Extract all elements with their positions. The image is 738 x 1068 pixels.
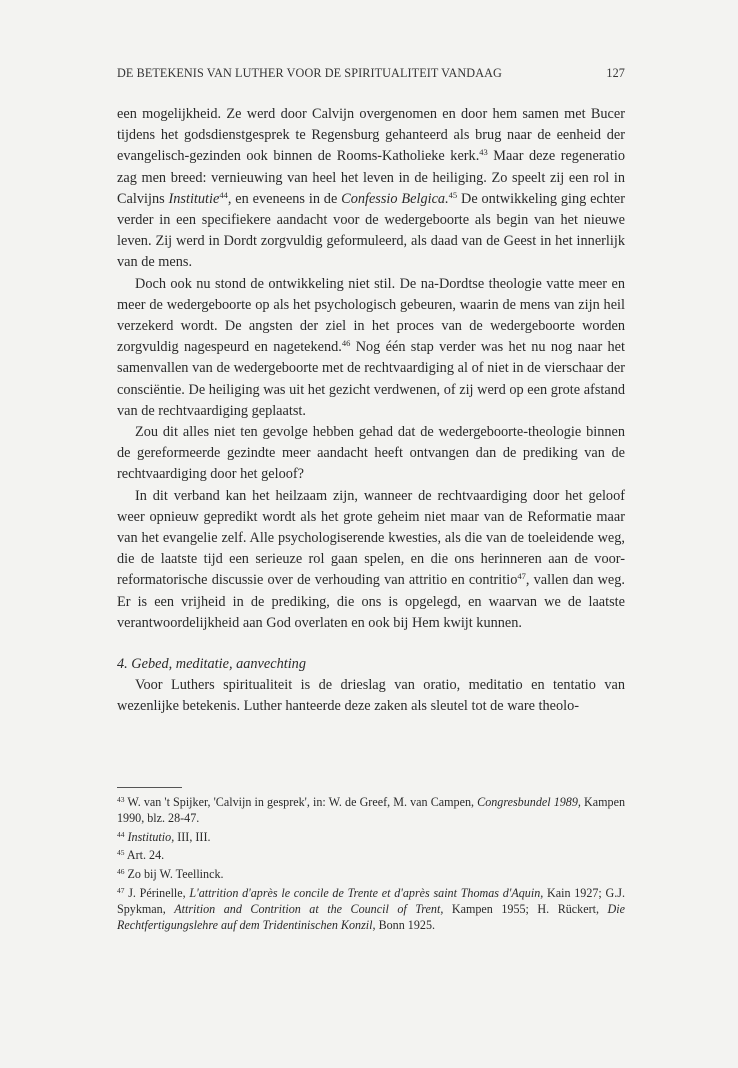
work-title: Congresbundel 1989,	[477, 795, 581, 809]
footnotes	[117, 795, 625, 936]
text-run: Bonn 1925.	[375, 917, 436, 932]
paragraph-3: Zou dit alles niet ten gevolge hebben gehad dat de wedergeboorte-theologie binnen de gereformeerde gezindte meer aandacht heeft ontvangen dan de prediking van de rechtvaardiging door het geloof?	[117, 424, 625, 483]
text-run: De ontwikkeling ging echter verder in een specifiekere aandacht voor de wedergeboorte als begin van het nieuwe leven. Zij werd in Dordt zorgvuldig geformuleerd, als daad van de Geest in het innerlijk van de mens.	[117, 190, 625, 271]
text-run: , vallen dan weg. Er is een vrijheid in de prediking, die ons is opgelegd, en waarvan we de laatste verantwoordelijkheid aan God overlaten en ook bij Hem kwijt kunnen.	[117, 572, 625, 631]
text-run: W. van 't Spijker, 'Calvijn in gesprek', in: W. de Greef, M. van Campen,	[124, 795, 478, 809]
footnote-44	[117, 830, 625, 846]
text-run: Doch ook nu stond de ontwikkeling niet stil. De na-Dordtse theologie vatte meer en meer de wedergeboorte op als het psychologisch gebeuren, waarin de mens van zijn heil verzekerd wordt. De angsten der ziel in het proces van de wedergeboorte worden zorgvuldig nagespeurd en nagetekend.	[117, 275, 625, 356]
footnote-47	[117, 886, 625, 933]
paragraph-5: Voor Luthers spiritualiteit is de drieslag van oratio, meditatio en tentatio van wezenlijke betekenis. Luther hanteerde deze zaken als sleutel tot de ware theolo-	[117, 677, 625, 715]
text-run: III, III.	[174, 829, 211, 844]
text-run: Nog één stap verder was het nu nog naar het samenvallen van de wedergeboorte met de rechtvaardiging al of niet in de vierschaar der consciëntie. De heiliging was uit het gezicht verdwenen, of zij werd op een grote afstand van de rechtvaardiging geplaatst.	[117, 339, 625, 419]
work-title: Die Rechtfertigungslehre auf dem Tridentinischen Konzil,	[117, 901, 625, 932]
footnote-number: 47	[117, 885, 125, 895]
footnote-number: 46	[117, 867, 125, 877]
text-run: Kampen 1955; H. Rückert,	[443, 901, 608, 916]
footnote-number: 44	[117, 829, 125, 839]
paragraph-4	[117, 486, 625, 634]
text-run: Kampen 1990, blz. 28-47.	[117, 795, 626, 825]
text-run: Zo bij W. Teellinck.	[124, 867, 224, 882]
text-run: Maar deze regeneratio zag men breed: vernieuwing van heel het leven in de heiliging. Zo speelt zij een rol in Calvijns	[117, 148, 625, 207]
work-title: Attrition and Contrition at the Council of Trent,	[174, 901, 444, 916]
footnote-number: 45	[117, 848, 125, 858]
text-run: J. Périnelle,	[124, 885, 190, 900]
footnote-divider	[117, 787, 182, 788]
footnote-ref-45: 45	[448, 189, 458, 200]
text-run: , en eveneens in de	[227, 190, 342, 207]
footnote-ref-47: 47	[517, 571, 526, 582]
running-title: DE BETEKENIS VAN LUTHER VOOR DE SPIRITUALITEIT VANDAAG	[117, 66, 502, 80]
text-run: In dit verband kan het heilzaam zijn, wanneer de rechtvaardiging door het geloof weer opnieuw gepredikt wordt als het grote geheim niet maar van de Reformatie maar van het evangelie zelf. Alle psychologiserende kwesties, als die van de toeleidende weg, die de laatste tijd een serieuze rol gaan spelen, en die ons herinneren aan de voor-reformatorische discussie over de verhouding van attritio en contritio	[117, 487, 625, 589]
text-run: een mogelijkheid. Ze werd door Calvijn overgenomen en door hem samen met Bucer tijdens het godsdienstgesprek te Regensburg gehanteerd als brug naar de eenheid der evangelisch-gezinden ook binnen de Rooms-Katholieke kerk.	[117, 106, 625, 165]
body-text	[117, 104, 625, 718]
section-heading: 4. Gebed, meditatie, aanvechting	[117, 656, 306, 673]
footnote-45	[117, 848, 625, 864]
footnote-ref-43: 43	[479, 147, 488, 158]
footnote-ref-46: 46	[341, 338, 351, 349]
footnote-ref-44: 44	[219, 189, 228, 200]
work-title: Confessio Belgica.	[341, 190, 449, 207]
paragraph-1	[117, 104, 625, 274]
footnote-number: 43	[117, 795, 125, 804]
text-run: Kain 1927; G.J. Spykman,	[117, 885, 626, 916]
footnote-46	[117, 867, 625, 883]
work-title: L'attrition d'après le concile de Trente et d'après saint Thomas d'Aquin,	[189, 885, 544, 900]
footnote-43	[117, 795, 625, 827]
work-title: Institutie	[168, 190, 220, 207]
work-title: Institutio,	[124, 829, 175, 844]
paragraph-2	[117, 274, 625, 422]
page-number: 127	[606, 66, 625, 80]
text-run: Art. 24.	[124, 848, 165, 863]
